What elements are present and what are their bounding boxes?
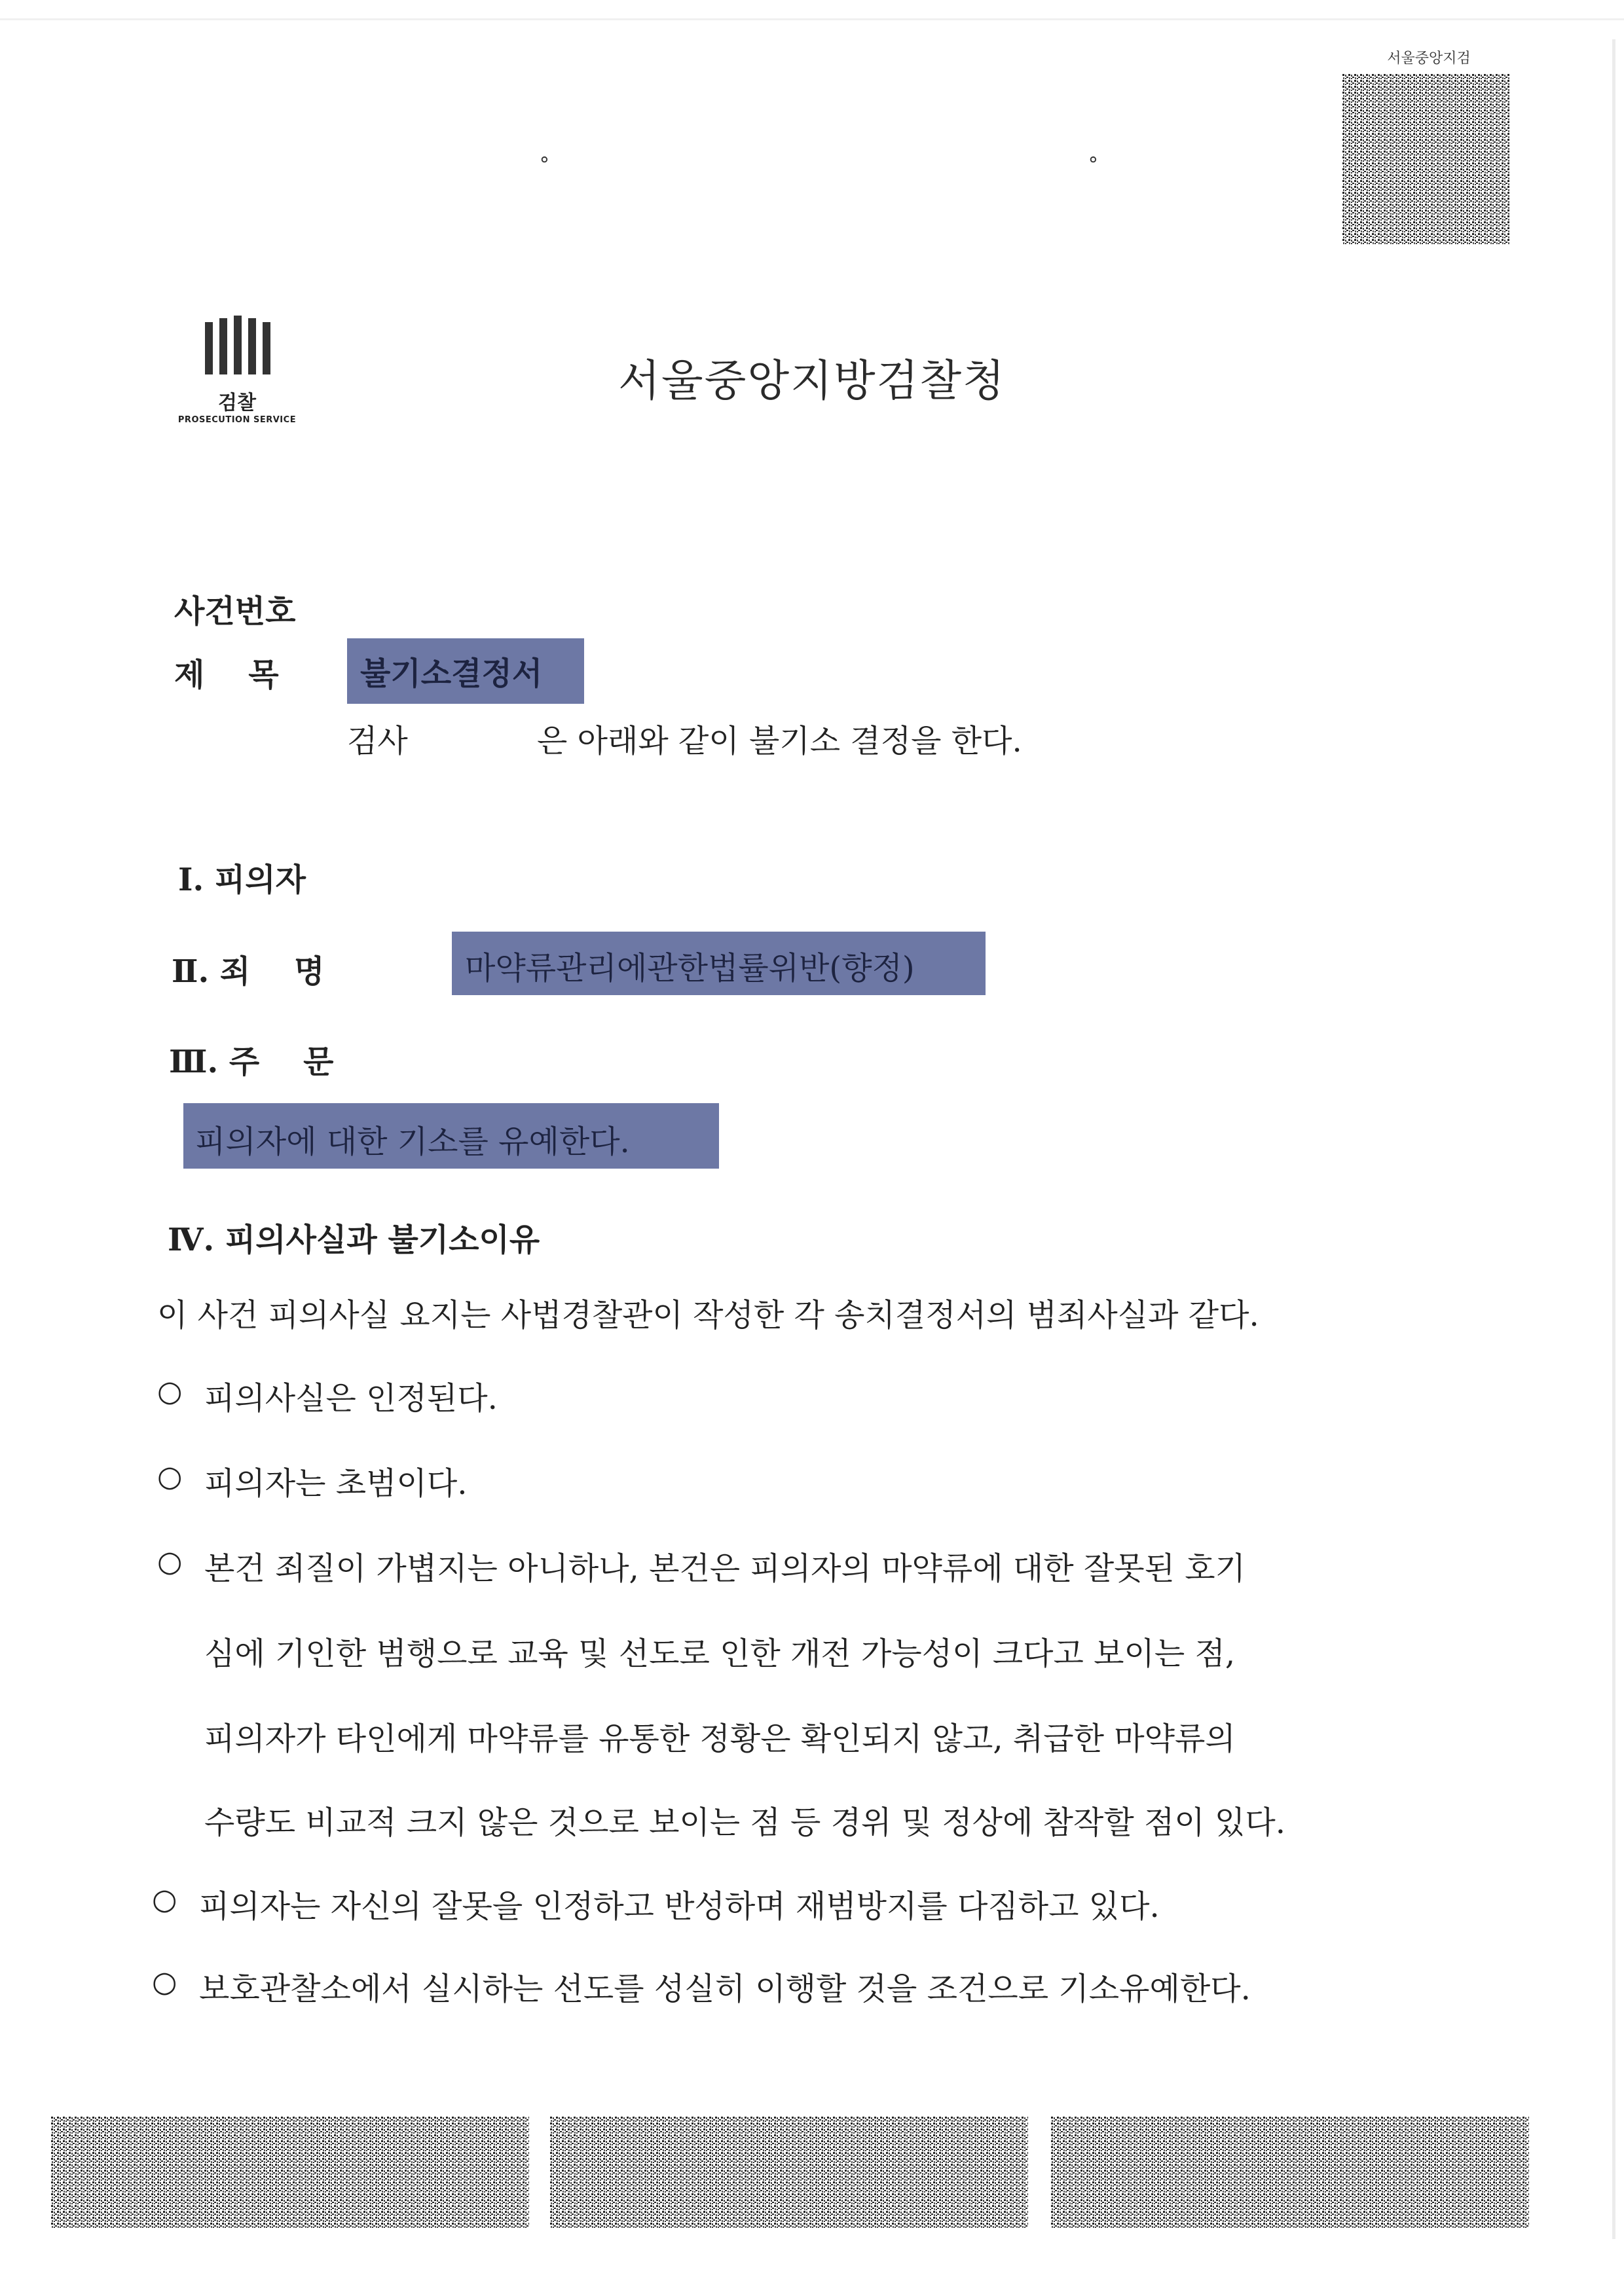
bullet-circle: ○ xyxy=(157,1375,183,1408)
summary-text: 이 사건 피의사실 요지는 사법경찰관이 작성한 각 송치결정서의 범죄사실과 같다. xyxy=(157,1297,1259,1334)
case-number-label: 사건번호 xyxy=(174,593,296,630)
section-3-disposition-label: Ⅲ. 주 문 xyxy=(169,1044,334,1080)
section-2-charge-label: Ⅱ. 죄 명 xyxy=(172,953,325,990)
reason-item-continued: 심에 기인한 범행으로 교육 및 선도로 인한 개전 가능성이 크다고 보이는 점, xyxy=(204,1635,1236,1672)
qr-court-label: 서울중앙지검 xyxy=(1387,50,1471,67)
reason-item: 피의사실은 인정된다. xyxy=(204,1380,498,1417)
section-4-reasons-label: Ⅳ. 피의사실과 불기소이유 xyxy=(168,1222,540,1258)
barcode-3-image xyxy=(1051,2117,1529,2228)
bullet-circle: ○ xyxy=(152,1965,177,1999)
bullet-circle: ○ xyxy=(157,1545,183,1578)
barcode-1-image xyxy=(51,2117,529,2228)
reason-item-continued: 수량도 비교적 크지 않은 것으로 보이는 점 등 경위 및 정상에 참작할 점이 있다. xyxy=(204,1804,1286,1841)
subject-value: 불기소결정서 xyxy=(360,655,543,692)
reason-item: 피의자는 자신의 잘못을 인정하고 반성하며 재범방지를 다짐하고 있다. xyxy=(199,1888,1160,1925)
page-title: 서울중앙지방검찰청 xyxy=(618,355,1006,406)
stamp-mark-right: ∘ xyxy=(1087,148,1099,171)
stamp-mark-left: ∘ xyxy=(538,148,551,171)
barcode-2-image xyxy=(550,2117,1028,2228)
bullet-circle: ○ xyxy=(152,1883,177,1916)
qr-code-image xyxy=(1342,74,1509,244)
logo-english-text: PROSECUTION SERVICE xyxy=(177,415,297,425)
prosecutor-label: 검사 xyxy=(347,723,408,759)
reason-item: 본건 죄질이 가볍지는 아니하나, 본건은 피의자의 마약류에 대한 잘못된 호기 xyxy=(204,1550,1246,1587)
reason-item: 보호관찰소에서 실시하는 선도를 성실히 이행할 것을 조건으로 기소유예한다. xyxy=(199,1971,1251,2007)
logo-korean-text: 검찰 xyxy=(218,392,256,414)
prosecution-logo xyxy=(172,316,303,433)
decision-intro: 은 아래와 같이 불기소 결정을 한다. xyxy=(537,723,1022,759)
reason-item-continued: 피의자가 타인에게 마약류를 유통한 정황은 확인되지 않고, 취급한 마약류의 xyxy=(204,1721,1236,1757)
subject-label: 제 목 xyxy=(174,657,279,693)
top-edge-line xyxy=(0,18,1624,20)
disposition-value: 피의자에 대한 기소를 유예한다. xyxy=(195,1123,630,1160)
section-1-suspect: Ⅰ. 피의자 xyxy=(178,862,306,898)
bullet-circle: ○ xyxy=(157,1460,183,1493)
charge-value: 마약류관리에관한법률위반(향정) xyxy=(465,950,915,987)
reason-item: 피의자는 초범이다. xyxy=(204,1465,468,1502)
right-edge-shadow xyxy=(1612,39,1615,2239)
logo-bars-icon xyxy=(200,316,278,376)
